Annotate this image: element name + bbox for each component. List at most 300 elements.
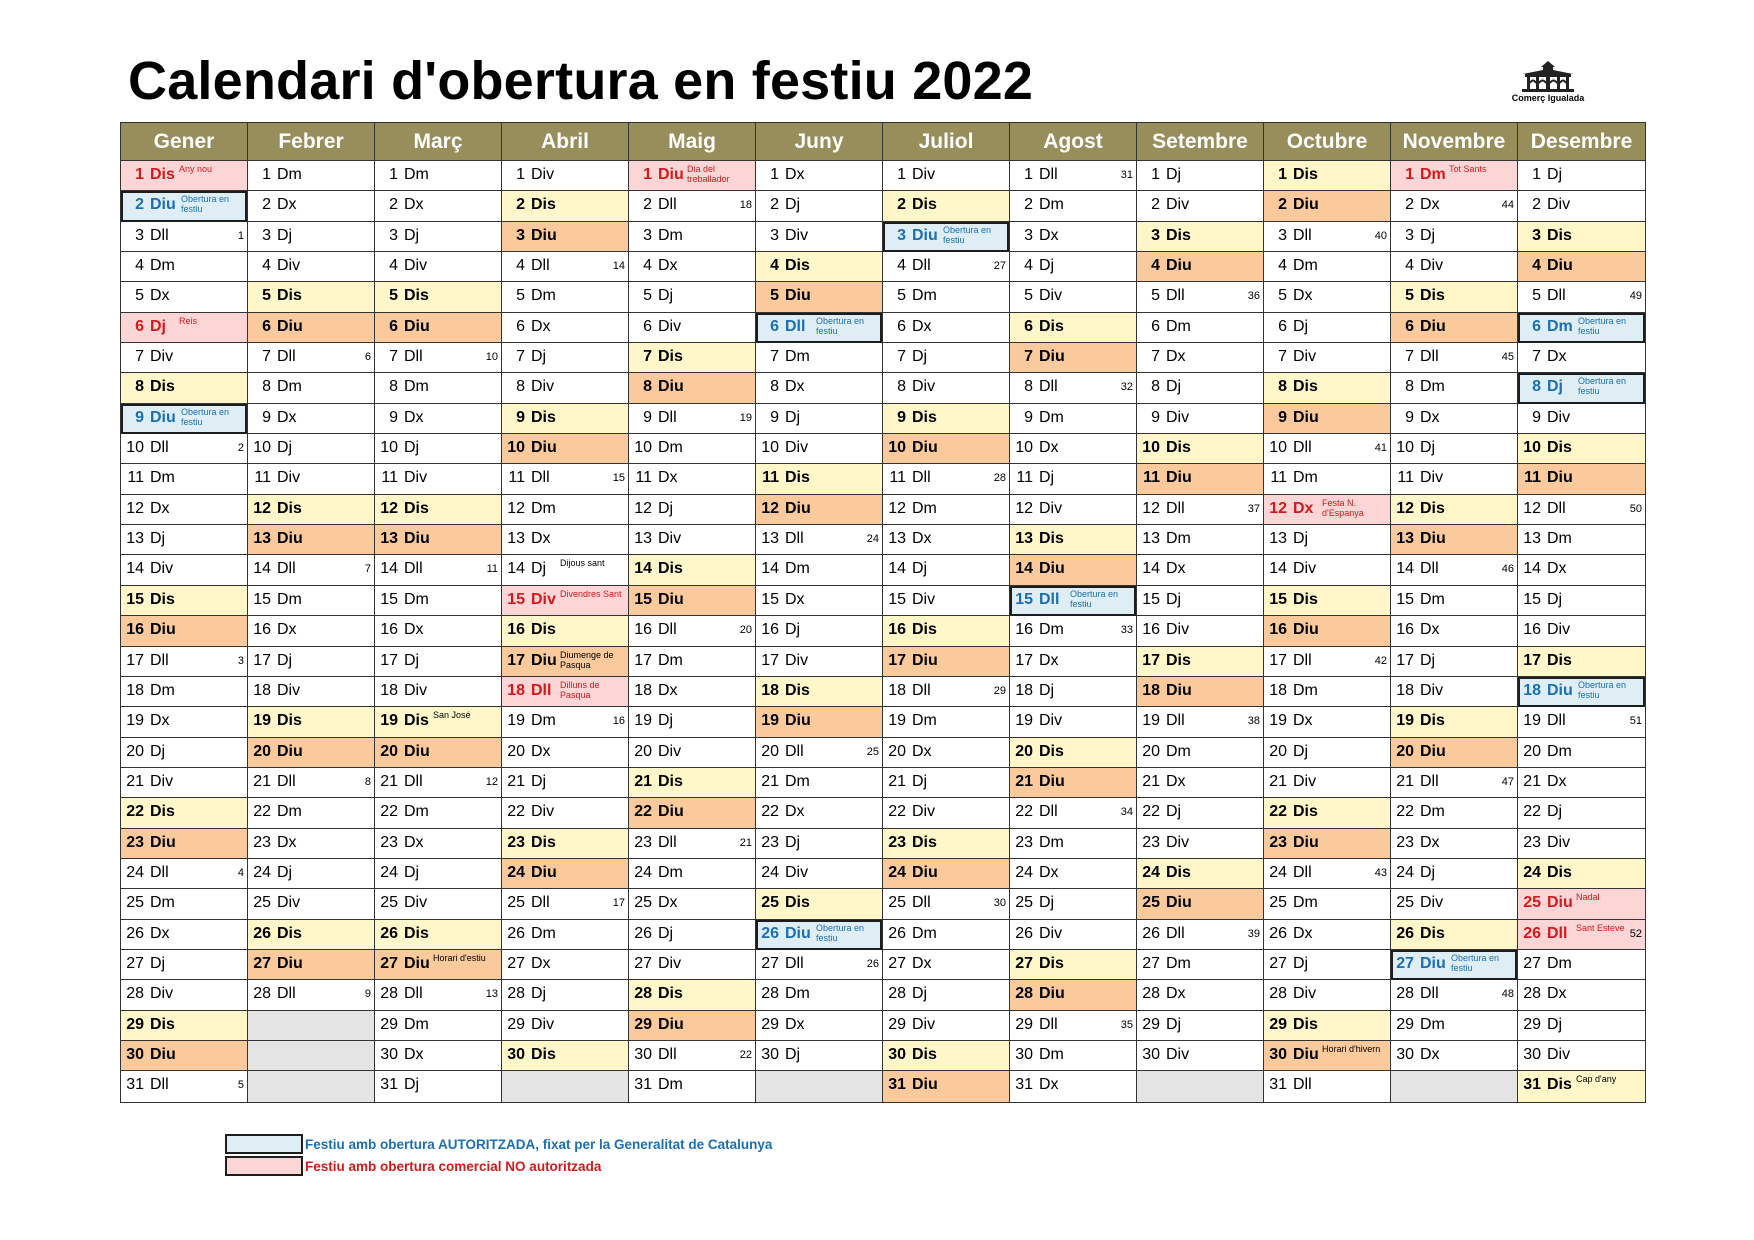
day-number: 10 — [634, 439, 652, 457]
day-name: Dis — [1420, 924, 1445, 942]
day-cell — [248, 920, 374, 950]
day-cell — [121, 920, 247, 950]
day-number: 27 — [126, 954, 144, 972]
day-cell — [248, 677, 374, 707]
day-cell — [121, 404, 247, 434]
day-number: 23 — [1015, 833, 1033, 851]
week-number: 38 — [1247, 715, 1260, 728]
day-number: 10 — [126, 439, 144, 457]
day-name: Diu — [1039, 560, 1065, 578]
day-name: Dx — [150, 287, 170, 305]
month-header: Gener — [121, 123, 247, 161]
day-name: Dm — [1166, 742, 1191, 760]
day-cell — [1137, 1041, 1263, 1071]
day-number: 6 — [135, 317, 144, 335]
day-cell — [502, 161, 628, 191]
day-name: Dis — [1420, 712, 1445, 730]
day-cell — [375, 495, 501, 525]
month-column-febrer — [248, 123, 375, 1102]
day-name: Dm — [1166, 530, 1191, 548]
day-number: 6 — [897, 317, 906, 335]
day-name: Dx — [1420, 621, 1440, 639]
day-number: 2 — [897, 196, 906, 214]
day-cell — [883, 677, 1009, 707]
day-number: 26 — [888, 924, 906, 942]
day-name: Dm — [277, 166, 302, 183]
day-cell — [121, 161, 247, 191]
day-cell — [1391, 980, 1517, 1010]
week-number: 32 — [1120, 381, 1133, 394]
day-number: 24 — [253, 863, 271, 881]
day-cell — [629, 738, 755, 768]
legend-label-authorized: Festiu amb obertura AUTORITZADA, fixat per la Generalitat de Catalunya — [305, 1136, 773, 1152]
day-number: 10 — [1142, 439, 1160, 457]
day-cell — [1391, 161, 1517, 191]
day-name: Diu — [1166, 894, 1192, 912]
day-cell — [1010, 798, 1136, 828]
day-name: Dll — [658, 408, 677, 426]
day-cell — [121, 1011, 247, 1041]
day-number: 27 — [1396, 954, 1414, 972]
day-cell — [248, 464, 374, 494]
day-cell — [1518, 889, 1645, 919]
day-number: 1 — [643, 166, 652, 183]
day-cell — [121, 373, 247, 403]
day-cell — [375, 525, 501, 555]
day-number: 19 — [1523, 712, 1541, 730]
day-name: Dm — [1547, 954, 1572, 972]
day-cell — [1518, 313, 1645, 343]
day-cell — [629, 404, 755, 434]
month-header: Abril — [502, 123, 628, 161]
day-number: 5 — [516, 287, 525, 305]
day-name: Dm — [277, 803, 302, 821]
day-name: Dm — [404, 378, 429, 396]
day-name: Dll — [1420, 348, 1439, 366]
day-name: Diu — [658, 378, 684, 396]
day-number: 14 — [380, 560, 398, 578]
day-name: Dj — [1293, 530, 1309, 548]
day-cell — [502, 252, 628, 282]
day-name: Div — [658, 317, 682, 335]
week-number: 17 — [612, 897, 625, 910]
day-number: 31 — [1523, 1076, 1541, 1094]
empty-cell — [756, 1071, 882, 1101]
day-number: 3 — [770, 226, 779, 244]
day-name: Dis — [912, 1045, 937, 1063]
day-cell — [1264, 859, 1390, 889]
day-cell — [502, 738, 628, 768]
day-number: 18 — [126, 681, 144, 699]
day-name: Div — [912, 378, 936, 396]
week-number: 28 — [993, 472, 1006, 485]
day-note: Dia del treballador — [687, 164, 730, 184]
day-cell — [1391, 950, 1517, 980]
day-number: 9 — [1532, 408, 1541, 426]
day-cell — [756, 1011, 882, 1041]
day-name: Dx — [912, 954, 932, 972]
day-number: 3 — [1024, 226, 1033, 244]
day-number: 3 — [389, 226, 398, 244]
day-cell — [629, 555, 755, 585]
day-number: 25 — [1269, 894, 1287, 912]
day-cell — [502, 616, 628, 646]
day-cell — [121, 677, 247, 707]
day-cell — [1010, 738, 1136, 768]
day-name: Dm — [531, 499, 556, 517]
day-note: Tot Sants — [1449, 164, 1487, 174]
day-name: Div — [1420, 681, 1444, 699]
day-note: Horari d'hivern — [1322, 1043, 1381, 1054]
day-cell — [629, 859, 755, 889]
day-cell — [1137, 495, 1263, 525]
day-note: Horari d'estiu — [433, 952, 486, 963]
day-number: 11 — [1270, 469, 1287, 487]
week-number: 1 — [237, 229, 244, 242]
day-number: 2 — [135, 196, 144, 214]
day-name: Diu — [1039, 772, 1065, 790]
day-number: 20 — [1269, 742, 1287, 760]
day-number: 1 — [1405, 166, 1414, 183]
day-number: 15 — [1396, 590, 1414, 608]
day-cell — [502, 555, 628, 585]
day-cell — [883, 313, 1009, 343]
day-name: Dll — [658, 196, 677, 214]
day-name: Dm — [404, 590, 429, 608]
month-column-juliol — [883, 123, 1010, 1102]
day-cell — [121, 252, 247, 282]
day-number: 6 — [643, 317, 652, 335]
day-cell — [1010, 980, 1136, 1010]
day-cell — [248, 404, 374, 434]
day-number: 10 — [1269, 439, 1287, 457]
day-cell — [756, 859, 882, 889]
day-name: Dj — [1039, 257, 1055, 275]
day-name: Dx — [658, 257, 678, 275]
week-number: 51 — [1629, 715, 1642, 728]
day-cell — [1391, 616, 1517, 646]
day-name: Diu — [1166, 257, 1192, 275]
day-name: Dll — [404, 560, 423, 578]
day-number: 28 — [1142, 985, 1160, 1003]
day-cell — [121, 222, 247, 252]
legend — [225, 1133, 772, 1177]
day-number: 20 — [1015, 742, 1033, 760]
day-number: 21 — [1523, 772, 1541, 790]
day-name: Dll — [1420, 772, 1439, 790]
day-number: 2 — [1405, 196, 1414, 214]
day-name: Dll — [1293, 651, 1312, 669]
day-name: Dj — [1420, 651, 1436, 669]
day-number: 27 — [253, 954, 271, 972]
day-number: 26 — [1015, 924, 1033, 942]
day-name: Dm — [150, 469, 175, 487]
day-cell — [1518, 1011, 1645, 1041]
day-number: 10 — [507, 439, 525, 457]
day-cell — [502, 1041, 628, 1071]
day-name: Diu — [150, 196, 176, 214]
day-cell — [1264, 495, 1390, 525]
day-cell — [375, 1041, 501, 1071]
month-column-octubre — [1264, 123, 1391, 1102]
day-number: 14 — [1269, 560, 1287, 578]
day-number: 25 — [380, 894, 398, 912]
empty-cell — [502, 1071, 628, 1101]
day-name: Dx — [277, 621, 297, 639]
day-number: 17 — [634, 651, 652, 669]
day-cell — [248, 222, 374, 252]
day-cell — [1264, 889, 1390, 919]
day-number: 1 — [389, 166, 398, 183]
day-number: 26 — [507, 924, 525, 942]
day-cell — [1518, 859, 1645, 889]
day-name: Dm — [1293, 681, 1318, 699]
day-cell — [756, 282, 882, 312]
day-cell — [1391, 313, 1517, 343]
day-number: 20 — [1523, 742, 1541, 760]
day-name: Dis — [150, 590, 175, 608]
week-number: 30 — [993, 897, 1006, 910]
day-number: 3 — [1278, 226, 1287, 244]
day-number: 1 — [897, 166, 906, 183]
day-cell — [1264, 404, 1390, 434]
day-name: Dis — [785, 894, 810, 912]
day-cell — [1010, 1071, 1136, 1101]
day-number: 24 — [126, 863, 144, 881]
day-number: 14 — [888, 560, 906, 578]
day-cell — [1391, 343, 1517, 373]
day-number: 29 — [1396, 1015, 1414, 1033]
day-cell — [1518, 677, 1645, 707]
day-name: Dis — [1039, 954, 1064, 972]
day-number: 20 — [126, 742, 144, 760]
day-number: 19 — [761, 712, 779, 730]
day-number: 4 — [1405, 257, 1414, 275]
day-name: Diu — [658, 590, 684, 608]
day-number: 23 — [634, 833, 652, 851]
day-number: 1 — [1278, 166, 1287, 183]
day-number: 5 — [1532, 287, 1541, 305]
day-cell — [248, 798, 374, 828]
day-cell — [248, 647, 374, 677]
day-name: Dm — [1547, 317, 1573, 335]
day-number: 12 — [126, 499, 144, 517]
day-cell — [1518, 434, 1645, 464]
day-note: Divendres Sant — [560, 588, 622, 599]
month-column-desembre — [1518, 123, 1645, 1102]
day-cell — [1264, 343, 1390, 373]
day-cell — [1518, 980, 1645, 1010]
month-header: Desembre — [1518, 123, 1645, 161]
day-number: 30 — [1015, 1045, 1033, 1063]
day-cell — [1010, 1041, 1136, 1071]
day-cell — [502, 495, 628, 525]
day-number: 22 — [1015, 803, 1033, 821]
day-number: 20 — [634, 742, 652, 760]
day-name: Diu — [1547, 257, 1573, 275]
day-name: Div — [404, 681, 428, 699]
day-note: Obertura en festiu — [181, 406, 230, 427]
day-cell — [121, 889, 247, 919]
empty-cell — [1137, 1071, 1263, 1101]
week-number: 26 — [866, 957, 879, 970]
day-cell — [375, 889, 501, 919]
day-cell — [1010, 950, 1136, 980]
day-name: Div — [1547, 196, 1571, 214]
day-name: Dis — [531, 408, 556, 426]
day-cell — [1391, 586, 1517, 616]
day-name: Dj — [1547, 1015, 1563, 1033]
day-number: 23 — [1142, 833, 1160, 851]
day-number: 30 — [507, 1045, 525, 1063]
day-name: Dm — [785, 985, 810, 1003]
day-cell — [1518, 525, 1645, 555]
day-number: 12 — [1523, 499, 1541, 517]
day-note: Sant Esteve — [1576, 922, 1625, 933]
day-cell — [883, 616, 1009, 646]
day-cell — [121, 616, 247, 646]
month-column-abril — [502, 123, 629, 1102]
day-name: Dj — [1166, 803, 1182, 821]
calendar-grid — [120, 122, 1646, 1103]
day-name: Dj — [1293, 742, 1309, 760]
day-number: 1 — [1532, 166, 1541, 183]
day-cell — [1137, 738, 1263, 768]
day-name: Diu — [912, 1076, 938, 1094]
day-name: Dj — [1166, 1015, 1182, 1033]
day-number: 2 — [643, 196, 652, 214]
day-name: Diu — [1166, 681, 1192, 699]
day-name: Diu — [658, 1015, 684, 1033]
day-name: Div — [1166, 408, 1190, 426]
day-cell — [1264, 1071, 1390, 1101]
day-number: 25 — [888, 894, 906, 912]
day-cell — [883, 1041, 1009, 1071]
day-note: Any nou — [179, 164, 213, 174]
day-number: 30 — [888, 1045, 906, 1063]
day-cell — [1137, 980, 1263, 1010]
day-cell — [883, 161, 1009, 191]
day-cell — [1010, 616, 1136, 646]
day-name: Dj — [1293, 317, 1309, 335]
day-name: Dis — [1166, 651, 1191, 669]
week-number: 35 — [1120, 1018, 1133, 1031]
day-name: Dis — [1547, 1076, 1572, 1094]
day-name: Dj — [1547, 590, 1563, 608]
day-note: Obertura en festiu — [943, 224, 992, 245]
day-cell — [1518, 1041, 1645, 1071]
day-cell — [1264, 647, 1390, 677]
day-cell — [121, 313, 247, 343]
day-name: Dm — [658, 651, 683, 669]
day-name: Dj — [1547, 803, 1563, 821]
day-cell — [1518, 404, 1645, 434]
day-note: Obertura en festiu — [1070, 588, 1119, 609]
day-number: 25 — [126, 894, 144, 912]
day-cell — [375, 829, 501, 859]
day-cell — [375, 768, 501, 798]
day-number: 2 — [389, 196, 398, 214]
day-cell — [121, 555, 247, 585]
week-number: 24 — [866, 533, 879, 546]
day-name: Dll — [277, 985, 296, 1003]
day-name: Diu — [150, 621, 176, 639]
day-name: Dis — [531, 833, 556, 851]
day-number: 31 — [1015, 1076, 1033, 1094]
week-number: 20 — [739, 624, 752, 637]
day-cell — [756, 555, 882, 585]
day-number: 5 — [1278, 287, 1287, 305]
day-number: 19 — [507, 712, 525, 730]
day-cell — [1010, 677, 1136, 707]
day-cell — [375, 920, 501, 950]
day-number: 6 — [389, 317, 398, 335]
day-cell — [883, 495, 1009, 525]
day-number: 25 — [1015, 894, 1033, 912]
day-name: Div — [531, 803, 555, 821]
day-cell — [1518, 920, 1645, 950]
day-name: Dj — [1547, 166, 1563, 183]
day-name: Dis — [1293, 803, 1318, 821]
day-number: 22 — [253, 803, 271, 821]
week-number: 4 — [237, 866, 244, 879]
day-cell — [1391, 404, 1517, 434]
day-name: Dx — [531, 742, 551, 760]
day-name: Dis — [1293, 378, 1318, 396]
day-number: 17 — [253, 651, 271, 669]
day-cell — [1391, 920, 1517, 950]
day-number: 16 — [761, 621, 779, 639]
day-name: Dj — [785, 408, 801, 426]
day-cell — [629, 616, 755, 646]
day-number: 4 — [135, 257, 144, 275]
day-cell — [375, 373, 501, 403]
day-number: 21 — [1015, 772, 1033, 790]
day-name: Div — [150, 985, 174, 1003]
day-name: Dm — [150, 681, 175, 699]
day-name: Dx — [1420, 408, 1440, 426]
day-cell — [502, 282, 628, 312]
day-cell — [1518, 555, 1645, 585]
week-number: 52 — [1629, 927, 1642, 940]
day-cell — [1518, 191, 1645, 221]
day-name: Dx — [1166, 772, 1186, 790]
day-name: Diu — [1293, 621, 1319, 639]
day-cell — [1137, 707, 1263, 737]
day-name: Div — [150, 348, 174, 366]
day-name: Div — [1166, 833, 1190, 851]
day-number: 14 — [1142, 560, 1160, 578]
day-cell — [502, 586, 628, 616]
day-name: Diu — [785, 924, 811, 942]
day-name: Dj — [404, 439, 420, 457]
day-number: 13 — [1523, 530, 1541, 548]
day-number: 30 — [1396, 1045, 1414, 1063]
day-cell — [121, 768, 247, 798]
day-name: Dm — [1547, 530, 1572, 548]
day-cell — [756, 373, 882, 403]
day-name: Dm — [1039, 833, 1064, 851]
week-number: 21 — [739, 836, 752, 849]
day-name: Div — [1420, 894, 1444, 912]
day-cell — [1391, 889, 1517, 919]
day-name: Dll — [658, 621, 677, 639]
day-number: 15 — [1015, 590, 1033, 608]
day-cell — [248, 525, 374, 555]
day-number: 21 — [1269, 772, 1287, 790]
day-number: 29 — [761, 1015, 779, 1033]
day-name: Dll — [785, 742, 804, 760]
